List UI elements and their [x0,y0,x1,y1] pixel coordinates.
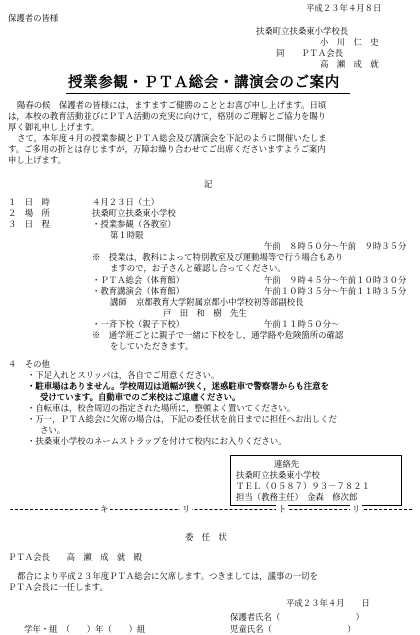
contact-school: 扶桑町立扶桑東小学校 [236,470,320,480]
addressee: 保護者の皆様 [8,13,59,23]
other-item: ・扶桑東小学校のネームストラップを付けて校内にお入りください。 [27,436,287,446]
guardian-name-field[interactable]: 保護者氏名（ ） [230,612,364,622]
program-item: ・ＰＴＡ総会（体育館） [92,275,185,285]
sender-principal-name: 小 川 仁 史 [320,37,379,47]
place-label: ２ 場 所 [8,208,50,218]
date-value: ４月２３日（土） [92,197,159,207]
sender-pta-title: 同 ＰＴＡ会長 [276,48,343,58]
program-time: 午前 ８時５０分～午前 ９時３５分 [264,241,407,251]
program-time: 午前１１時５０分～ [264,319,340,329]
intro-line: す。ご多用の折とは存じますが，万障お繰り合わせてご出席くださいますようご案内 [8,144,326,154]
document-date: 平成２３年４月８日 [306,3,382,13]
program-note: ますので，お子さんと確認し合ってください。 [110,263,286,273]
program-note: をしていただきます。 [110,341,194,351]
contact-box [230,455,402,506]
program-item: ・一斉下校（親子下校） [92,319,185,329]
child-name-field[interactable]: 児童氏名（ ） [230,624,356,634]
lecturer-name: 戸 田 和 樹 先生 [163,308,247,318]
title-underline [66,93,350,94]
program-item: ・教育講演会（体育館） [92,286,185,296]
contact-heading: 連絡先 [274,459,300,469]
other-item: ・駐車場はありません。学校周辺は道幅が狭く，迷惑駐車で警察署からも注意を [27,381,329,391]
program-time: 午前１０時３５分～午前１１時３５分 [264,286,407,296]
intro-line: さて，本年度４月の授業参観とＰＴＡ総会及び講演会を下記のように開催いたしま [17,133,327,143]
program-item: ・授業参観（各教室） [92,219,176,229]
contact-tel: ＴＥＬ（０５８７）９３－７８２１ [236,481,370,491]
program-label: ３ 日 程 [8,219,50,229]
program-period: 第１時限 [110,230,144,240]
ki-heading: 記 [204,179,213,189]
intro-line: 陽春の候 保護者の皆様には，ますますご健勝のこととお喜び申し上げます。日頃 [17,100,327,110]
proxy-date: 平成２３年４月 日 [286,598,370,608]
intro-line: 申し上げます。 [8,155,66,165]
program-note: ※ 通学班ごとに親子で一緒に下校をし，通学路や危険箇所の確認 [92,330,344,340]
place-value: 扶桑町立扶桑東小学校 [92,208,176,218]
other-item: 受けています。自動車でのご来校はご遠慮ください。 [40,392,241,402]
proxy-body-line: ＰＴＡ会長に一任します。 [8,582,108,592]
other-item: さい。 [40,425,66,435]
program-time: 午前 ９時４５分～午前１０時３０分 [264,275,407,285]
program-note: ※ 授業は，教科によって特別教室及び運動場等で行う場合もあり [92,252,344,262]
date-label: １ 日 時 [8,197,50,207]
lecturer-affiliation: 京都教育大学附属京都小中学校初等部副校長 [136,297,304,307]
other-item: ・自転車は，校舎周辺の指定された場所に，整頓よく置いてください。 [27,403,295,413]
contact-person: 担当（教務主任） 金森 修次郎 [236,492,358,502]
lecturer-label: 講師 [110,297,127,307]
sender-principal-title: 扶桑町立扶桑東小学校長 [256,26,349,36]
page-title: 授業参観・ＰＴＡ総会・講演会のご案内 [68,75,340,91]
other-label: ４ その他 [8,359,50,369]
cut-line-char: キ [100,504,109,514]
intro-line: 厚く御礼申し上げます。 [8,122,100,132]
sender-pta-name: 高 瀬 成 就 [320,59,379,69]
proxy-title: 委 任 状 [185,532,227,542]
cut-line-char: リ [182,504,191,514]
cut-line-char: ト [278,504,287,514]
other-item: ・万一，ＰＴＡ総会に欠席の場合は，下記の委任状を前日までに担任へお出しくだ [27,414,337,424]
grade-class-field[interactable]: 学年・組 （ ）年（ ）組 [24,624,146,634]
proxy-recipient: ＰＴＡ会長 高 瀬 成 就 殿 [8,552,142,562]
proxy-body-line: 都合により平成２３年度ＰＴＡ総会に欠席します。つきましては，議事の一切を [17,571,318,581]
intro-line: は，本校の教育活動並びにＰＴＡ活動の充実に向けて，格別のご理解とご協力を賜り [8,111,327,121]
other-item: ・下足入れとスリッパは，各自でご用意ください。 [27,370,220,380]
cut-line-char: リ [352,504,361,514]
